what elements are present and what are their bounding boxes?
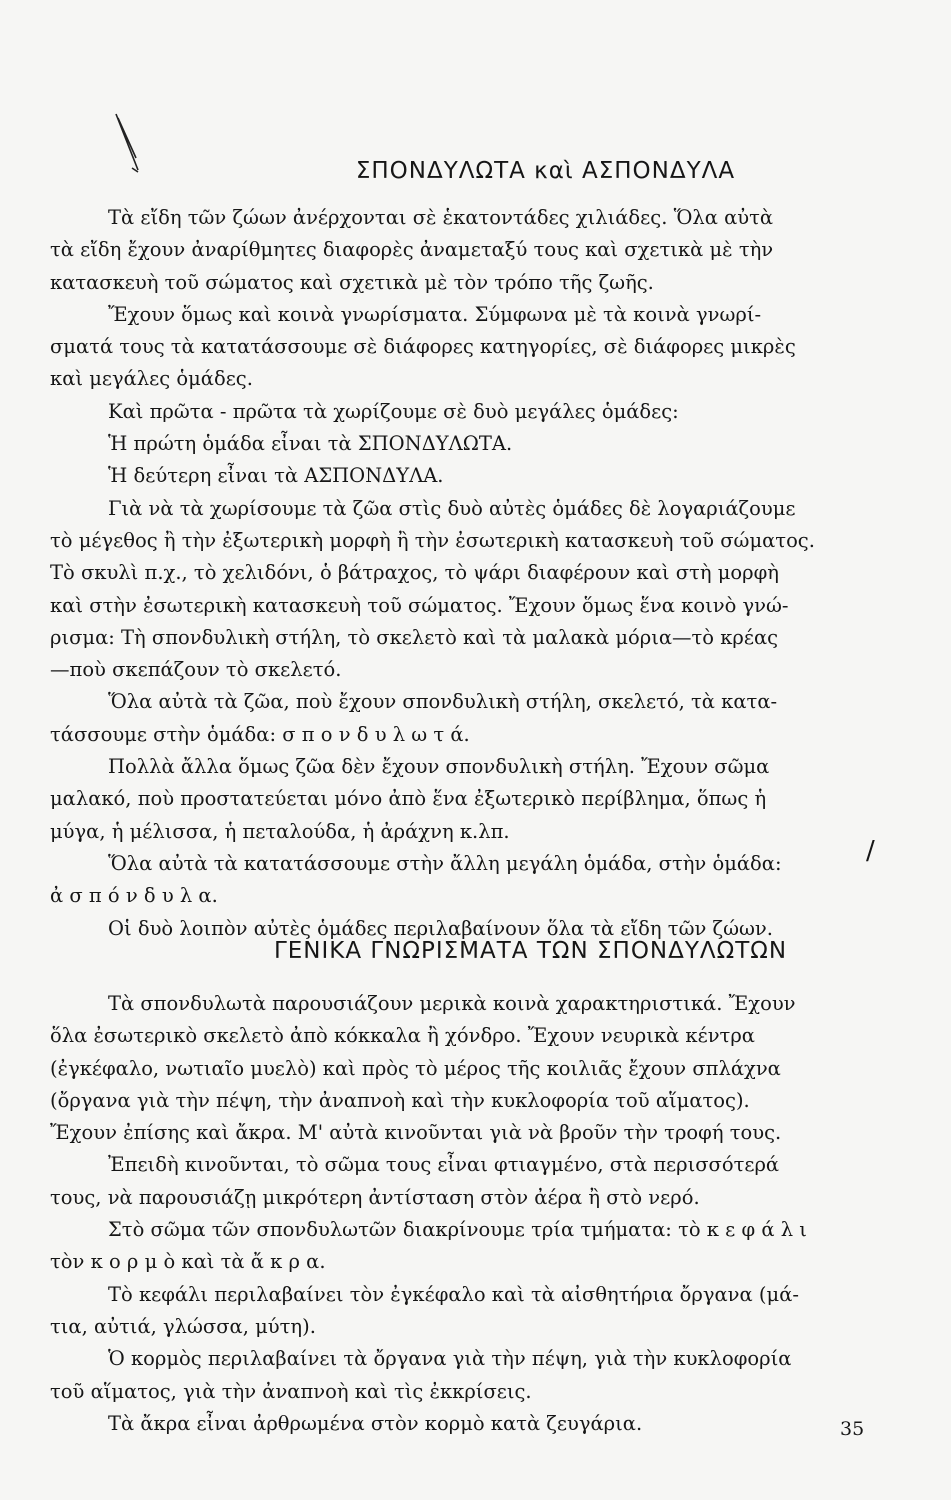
text-line: Τὰ ἄκρα εἶναι ἀρθρωμένα στὸν κορμὸ κατὰ ζευγάρια. — [108, 1411, 643, 1435]
text-line: ρισμα: Τὴ σπονδυλικὴ στήλη, τὸ σκελετὸ καὶ τὰ μαλακὰ μόρια—τὸ κρέας — [50, 625, 779, 649]
text-line: τὸν κ ο ρ μ ὸ καὶ τὰ ἄ κ ρ α. — [50, 1250, 326, 1274]
text-line: Πολλὰ ἄλλα ὅμως ζῶα δὲν ἔχουν σπονδυλικὴ στήλη. Ἔχουν σῶμα — [108, 755, 770, 779]
text-line: (ἐγκέφαλο, νωτιαῖο μυελὸ) καὶ πρὸς τὸ μέρος τῆς κοιλιᾶς ἔχουν σπλάχνα — [50, 1056, 781, 1080]
section1-body — [50, 202, 866, 945]
text-line: Ἡ δεύτερη εἶναι τὰ ΑΣΠΟΝΔΥΛΑ. — [108, 464, 444, 488]
text-line: μύγα, ἡ μέλισσα, ἡ πεταλούδα, ἡ ἀράχνη κ.λπ. — [50, 819, 510, 843]
text-line: Ὁ κορμὸς περιλαβαίνει τὰ ὄργανα γιὰ τὴν πέψη, γιὰ τὴν κυκλοφορία — [108, 1347, 792, 1371]
text-line: κατασκευὴ τοῦ σώματος καὶ σχετικὰ μὲ τὸν τρόπο τῆς ζωῆς. — [50, 270, 654, 294]
text-line: καὶ στὴν ἐσωτερικὴ κατασκευὴ τοῦ σώματος. Ἔχουν ὅμως ἕνα κοινὸ γνώ- — [50, 593, 789, 617]
text-line: τοῦ αἵματος, γιὰ τὴν ἀναπνοὴ καὶ τὶς ἐκκρίσεις. — [50, 1379, 532, 1403]
text-line: Γιὰ νὰ τὰ χωρίσουμε τὰ ζῶα στὶς δυὸ αὐτὲς ὁμάδες δὲ λογαριάζουμε — [108, 496, 796, 520]
text-line: ὅλα ἐσωτερικὸ σκελετὸ ἀπὸ κόκκαλα ἢ χόνδρο. Ἔχουν νευρικὰ κέντρα — [50, 1024, 755, 1048]
text-line: τὸ μέγεθος ἢ τὴν ἐξωτερικὴ μορφὴ ἢ τὴν ἐσωτερικὴ κατασκευὴ τοῦ σώματος. — [50, 528, 815, 552]
text-line: μαλακό, ποὺ προστατεύεται μόνο ἀπὸ ἕνα ἐξωτερικὸ περίβλημα, ὅπως ἡ — [50, 787, 767, 811]
text-line: Ἐπειδὴ κινοῦνται, τὸ σῶμα τους εἶναι φτιαγμένο, στὰ περισσότερά — [108, 1153, 780, 1177]
text-line: Στὸ σῶμα τῶν σπονδυλωτῶν διακρίνουμε τρία τμήματα: τὸ κ ε φ ά λ ι — [108, 1218, 807, 1242]
text-line: Καὶ πρῶτα - πρῶτα τὰ χωρίζουμε σὲ δυὸ μεγάλες ὁμάδες: — [108, 399, 679, 423]
text-line: Τὸ κεφάλι περιλαβαίνει τὸν ἐγκέφαλο καὶ τὰ αἰσθητήρια ὄργανα (μά- — [108, 1282, 799, 1306]
text-line: (ὄργανα γιὰ τὴν πέψη, τὴν ἀναπνοὴ καὶ τὴν κυκλοφορία τοῦ αἵματος). — [50, 1088, 750, 1112]
section2-body — [50, 988, 866, 1440]
text-line: τια, αὐτιά, γλώσσα, μύτη). — [50, 1314, 316, 1338]
pencil-margin-mark: / — [866, 836, 875, 866]
text-line: Ὅλα αὐτὰ τὰ κατατάσσουμε στὴν ἄλλη μεγάλη ὁμάδα, στὴν ὁμάδα: — [108, 851, 782, 875]
text-line: Τὸ σκυλὶ π.χ., τὸ χελιδόνι, ὁ βάτραχος, τὸ ψάρι διαφέρουν καὶ στὴ μορφὴ — [50, 561, 779, 585]
text-line: τους, νὰ παρουσιάζῃ μικρότερη ἀντίσταση στὸν ἀέρα ἢ στὸ νερό. — [50, 1185, 700, 1209]
text-line: Ὅλα αὐτὰ τὰ ζῶα, ποὺ ἔχουν σπονδυλικὴ στήλη, σκελετό, τὰ κατα- — [108, 690, 778, 714]
text-line: Οἱ δυὸ λοιπὸν αὐτὲς ὁμάδες περιλαβαίνουν ὅλα τὰ εἴδη τῶν ζώων. — [108, 916, 773, 940]
text-line: —ποὺ σκεπάζουν τὸ σκελετό. — [50, 658, 342, 682]
text-line: Ἡ πρώτη ὁμάδα εἶναι τὰ ΣΠΟΝΔΥΛΩΤΑ. — [108, 432, 513, 456]
text-line: καὶ μεγάλες ὁμάδες. — [50, 367, 253, 391]
text-line: Ἔχουν ἐπίσης καὶ ἄκρα. Μ' αὐτὰ κινοῦνται γιὰ νὰ βροῦν τὴν τροφή τους. — [50, 1121, 782, 1145]
page-number: 35 — [840, 1418, 865, 1440]
text-line: ἀ σ π ό ν δ υ λ α. — [50, 884, 218, 908]
text-line: τὰ εἴδη ἔχουν ἀναρίθμητες διαφορὲς ἀναμεταξύ τους καὶ σχετικὰ μὲ τὴν — [50, 238, 774, 262]
text-line: τάσσουμε στὴν ὁμάδα: σ π ο ν δ υ λ ω τ ά. — [50, 722, 470, 746]
text-line: σματά τους τὰ κατατάσσουμε σὲ διάφορες κατηγορίες, σὲ διάφορες μικρὲς — [50, 335, 796, 359]
text-line: Ἔχουν ὅμως καὶ κοινὰ γνωρίσματα. Σύμφωνα μὲ τὰ κοινὰ γνωρί- — [108, 302, 762, 326]
section-heading-vertebrates-invertebrates: ΣΠΟΝΔΥΛΩΤΑ καὶ ΑΣΠΟΝΔΥΛΑ — [355, 158, 736, 184]
section-heading-general-traits: ΓΕΝΙΚΑ ΓΝΩΡΙΣΜΑΤΑ ΤΩΝ ΣΠΟΝΔΥΛΩΤΩΝ — [273, 938, 788, 964]
text-line: Τὰ σπονδυλωτὰ παρουσιάζουν μερικὰ κοινὰ χαρακτηριστικά. Ἔχουν — [108, 992, 796, 1015]
text-line: Τὰ εἴδη τῶν ζώων ἀνέρχονται σὲ ἑκατοντάδες χιλιάδες. Ὅλα αὐτὰ — [108, 206, 774, 229]
